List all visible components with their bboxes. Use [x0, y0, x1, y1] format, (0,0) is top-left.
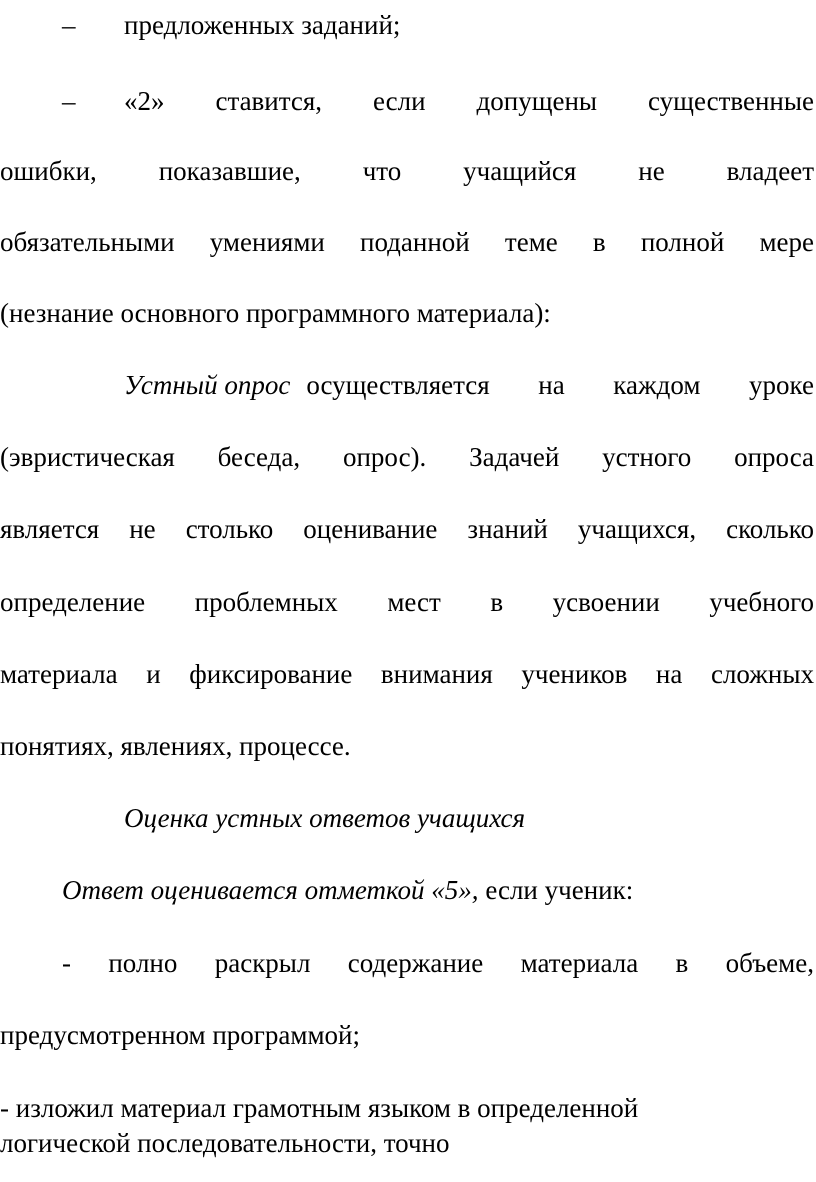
- grade-5-criteria-intro: [62, 877, 633, 904]
- paragraph-line: определение проблемных мест в усвоении учебного: [0, 587, 814, 617]
- oral-survey-intro: [124, 372, 814, 399]
- paragraph-line: материала и фиксирование внимания учеников на сложных: [0, 659, 814, 689]
- paragraph-line: является не столько оценивание знаний учащихся, сколько: [0, 514, 814, 544]
- grade-5-condition: если ученик:: [485, 875, 634, 905]
- grade-5-label: Ответ оценивается отметкой «5»,: [62, 875, 479, 905]
- criteria-item: - изложил материал грамотным языком в определенной: [0, 1093, 639, 1123]
- section-heading: Оценка устных ответов учащихся: [124, 803, 526, 833]
- list-item-text: «2» ставится, если допущены существенные: [124, 86, 814, 116]
- paragraph-line: предусмотренном программой;: [0, 1020, 360, 1050]
- paragraph-line: осуществляется на каждом уроке: [306, 370, 814, 400]
- list-item-text: предложенных заданий;: [124, 10, 401, 40]
- paragraph-line: обязательными умениями поданной теме в полной мере: [0, 227, 814, 257]
- paragraph-line: (эвристическая беседа, опрос). Задачей устного опроса: [0, 442, 814, 472]
- paragraph-line: логической последовательности, точно: [0, 1128, 450, 1158]
- paragraph-line: (незнание основного программного материала):: [0, 298, 551, 328]
- criteria-item: - полно раскрыл содержание материала в объеме,: [62, 948, 814, 978]
- paragraph-line: понятиях, явлениях, процессе.: [0, 731, 351, 761]
- oral-survey-term: Устный опрос: [124, 370, 291, 400]
- dash-bullet: –: [62, 10, 76, 40]
- dash-bullet: –: [62, 86, 76, 116]
- paragraph-line: ошибки, показавшие, что учащийся не владеет: [0, 156, 814, 186]
